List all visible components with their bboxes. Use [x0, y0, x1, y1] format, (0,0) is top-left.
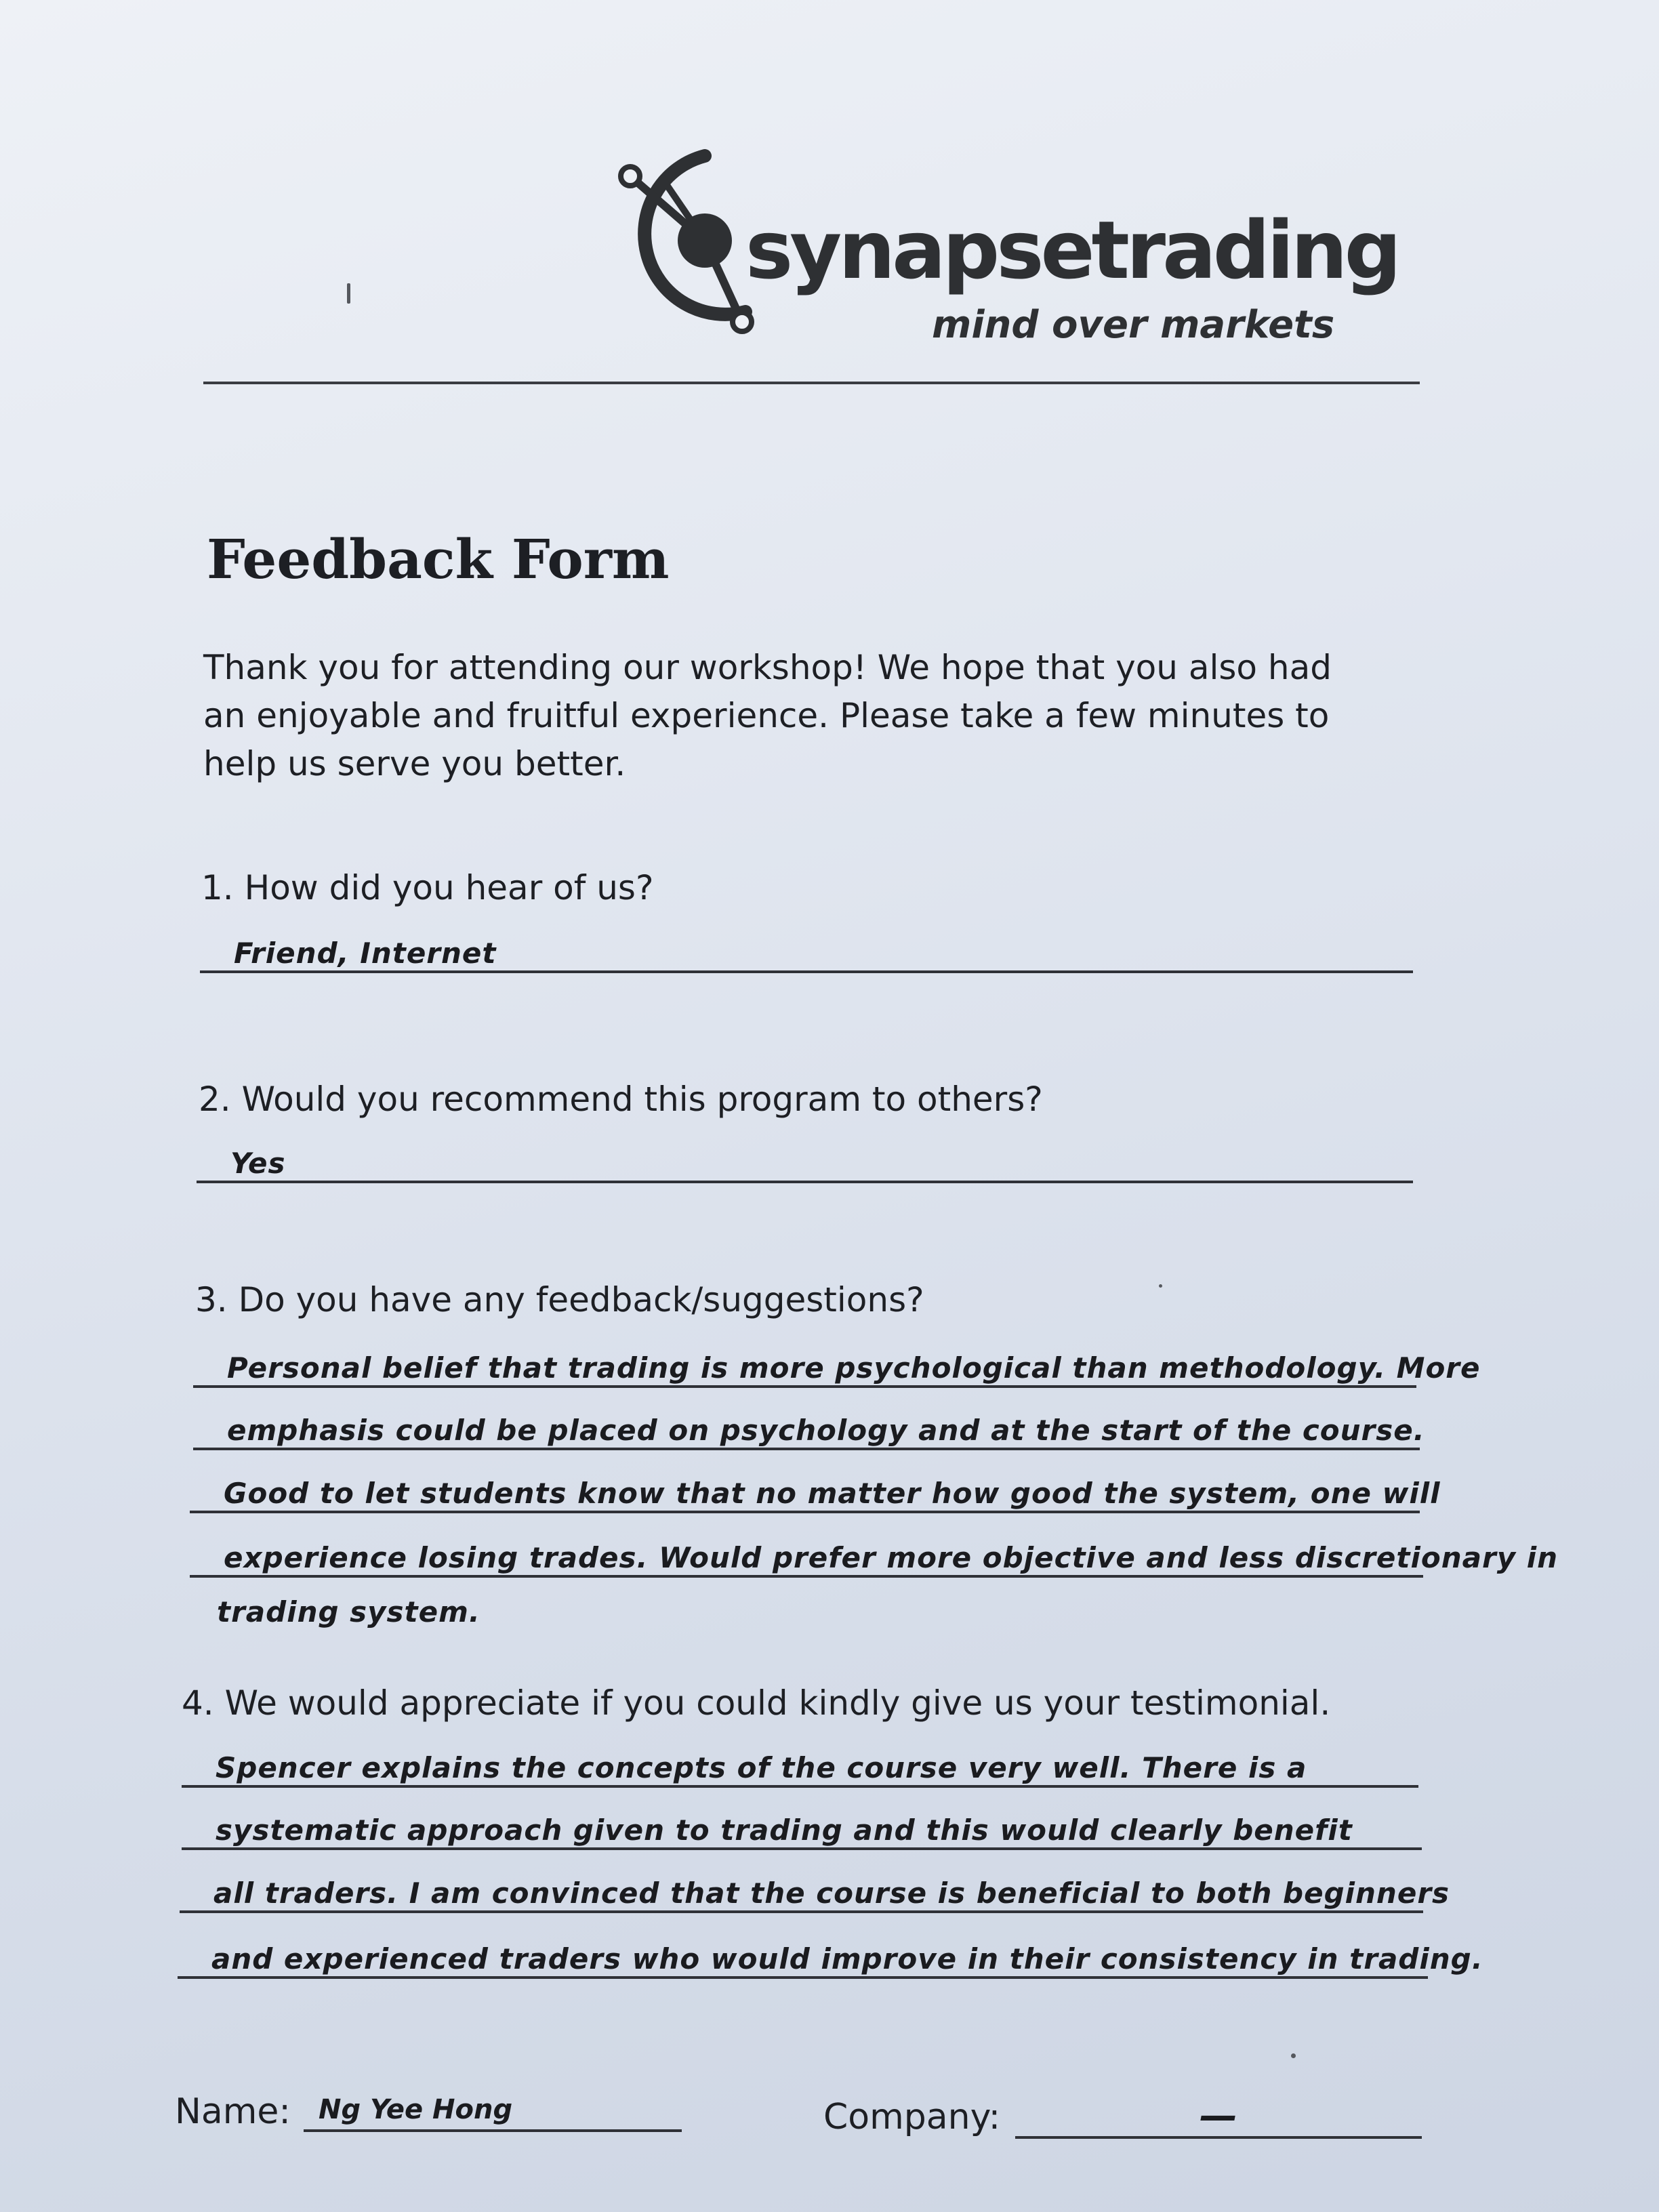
question-3-answer-line[interactable]: Personal belief that trading is more psychological than methodology. More	[193, 1349, 1416, 1388]
question-4-label: 4. We would appreciate if you could kindly give us your testimonial.	[182, 1683, 1331, 1723]
question-4-answer-line[interactable]: and experienced traders who would improve in their consistency in trading.	[178, 1940, 1428, 1979]
name-field[interactable]: Ng Yee Hong	[304, 2087, 682, 2132]
question-1-answer[interactable]: Friend, Internet	[200, 934, 1413, 973]
speck	[1291, 2053, 1296, 2058]
question-4-answer-line[interactable]: Spencer explains the concepts of the course very well. There is a	[182, 1748, 1418, 1788]
intro-line: help us serve you better.	[203, 744, 626, 783]
question-4-answer-line[interactable]: all traders. I am convinced that the course is beneficial to both beginners	[180, 1874, 1423, 1913]
question-3-answer-line[interactable]: experience losing trades. Would prefer more objective and less discretionary in	[190, 1538, 1423, 1578]
speck	[1159, 1284, 1162, 1288]
header-divider	[203, 382, 1420, 384]
question-2-label: 2. Would you recommend this program to others?	[199, 1080, 1043, 1119]
intro-paragraph	[203, 644, 1423, 788]
pen-mark	[347, 283, 350, 304]
question-2-answer[interactable]: Yes	[197, 1144, 1413, 1183]
question-4-answer-line[interactable]: systematic approach given to trading and this would clearly benefit	[182, 1811, 1422, 1850]
brand-name: synapsetrading	[745, 203, 1399, 297]
brand-tagline: mind over markets	[932, 303, 1335, 347]
question-3-answer-line[interactable]: Good to let students know that no matter how good the system, one will	[190, 1474, 1420, 1513]
question-3-label: 3. Do you have any feedback/suggestions?	[195, 1280, 924, 1319]
question-3-answer-line[interactable]: emphasis could be placed on psychology and at the start of the course.	[193, 1411, 1420, 1450]
question-3-answer-line: trading system.	[217, 1595, 480, 1629]
synapse-logo-icon	[603, 139, 766, 342]
form-title: Feedback Form	[207, 527, 670, 591]
company-field[interactable]: —	[1015, 2094, 1422, 2139]
intro-line: an enjoyable and fruitful experience. Please take a few minutes to	[203, 696, 1330, 735]
question-1-label: 1. How did you hear of us?	[201, 868, 654, 907]
intro-line: Thank you for attending our workshop! We hope that you also had	[203, 648, 1332, 687]
company-label: Company:	[823, 2097, 1001, 2137]
name-label: Name:	[175, 2091, 291, 2132]
